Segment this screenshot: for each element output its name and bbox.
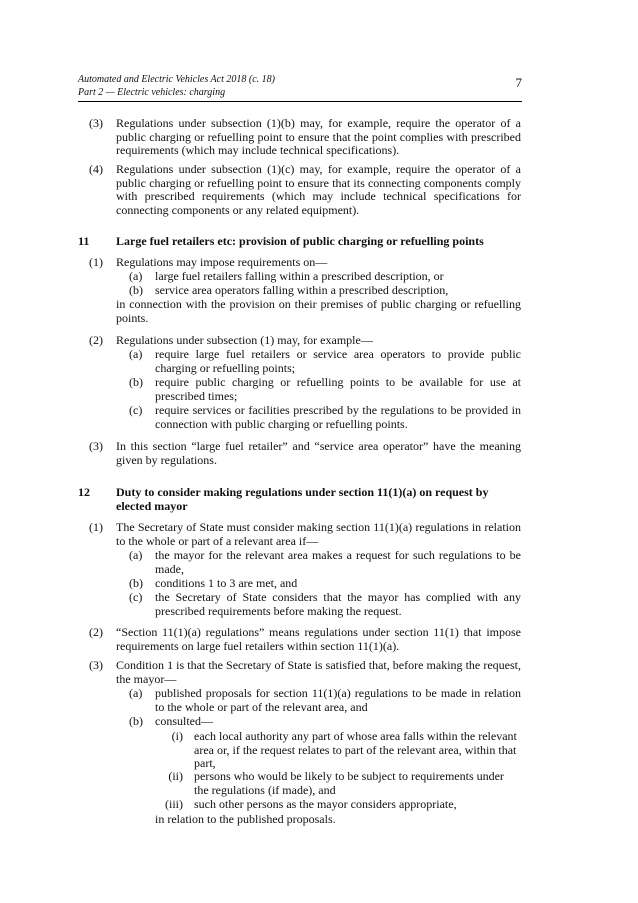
- paragraph-text: the Secretary of State considers that the mayor has complied with any prescribed requirements before making the request.: [155, 590, 521, 618]
- page-header: [78, 73, 522, 102]
- subsection-number: (4): [89, 162, 103, 176]
- subsection-text: Regulations under subsection (1)(b) may, for example, require the operator of a public charging or refuelling point to ensure that the point complies with prescribed requirements (which may include technical specifications).: [116, 116, 521, 158]
- part-title: Part 2 — Electric vehicles: charging: [78, 87, 226, 98]
- section-number: 12: [78, 485, 90, 499]
- paragraph-label: (a): [129, 347, 143, 361]
- subsection-text: The Secretary of State must consider making section 11(1)(a) regulations in relation to the whole or part of a relevant area if—: [116, 520, 521, 548]
- subparagraph-label: (i): [171, 729, 183, 743]
- paragraph-label: (b): [129, 283, 143, 297]
- subsection-number: (2): [89, 333, 103, 347]
- paragraph-label: (a): [129, 686, 143, 700]
- paragraph-text: published proposals for section 11(1)(a) regulations to be made in relation to the whole or part of the relevant area, and: [155, 686, 521, 714]
- paragraph-label: (c): [129, 403, 143, 417]
- paragraph-label: (a): [129, 269, 143, 283]
- subsection-text: Regulations may impose requirements on—: [116, 255, 328, 269]
- subsection-tail: in relation to the published proposals.: [155, 812, 336, 826]
- subparagraph-text: such other persons as the mayor considers appropriate,: [194, 797, 457, 811]
- subsection-number: (2): [89, 625, 103, 639]
- paragraph-text: require large fuel retailers or service area operators to provide public charging or refuelling points;: [155, 347, 521, 375]
- paragraph-label: (c): [129, 590, 143, 604]
- subsection-text: Regulations under subsection (1)(c) may, for example, require the operator of a public charging or refuelling point to ensure that its connecting components comply with prescribed requirements (which may include technical specifications for connecting components or any related equipment).: [116, 162, 521, 217]
- subparagraph-label: (iii): [165, 797, 183, 811]
- section-number: 11: [78, 234, 90, 248]
- subparagraph-text: persons who would be likely to be subject to requirements under the regulations (if made), and: [194, 769, 504, 797]
- subsection-number: (1): [89, 520, 103, 534]
- paragraph-text: service area operators falling within a prescribed description,: [155, 283, 449, 297]
- paragraph-label: (b): [129, 375, 143, 389]
- section-heading: Duty to consider making regulations under section 11(1)(a) on request by elected mayor: [116, 485, 489, 513]
- paragraph-label: (a): [129, 548, 143, 562]
- paragraph-label: (b): [129, 714, 143, 728]
- subsection-tail: in connection with the provision on their premises of public charging or refuelling points.: [116, 297, 521, 325]
- act-title: Automated and Electric Vehicles Act 2018 (c. 18): [78, 74, 275, 85]
- section-heading: Large fuel retailers etc: provision of public charging or refuelling points: [116, 234, 484, 248]
- subsection-text: “Section 11(1)(a) regulations” means regulations under section 11(1) that impose requirements on large fuel retailers within section 11(1)(a).: [116, 625, 521, 653]
- paragraph-label: (b): [129, 576, 143, 590]
- subsection-text: Regulations under subsection (1) may, for example—: [116, 333, 373, 347]
- paragraph-text: require services or facilities prescribed by the regulations to be provided in connection with public charging or refuelling points.: [155, 403, 521, 431]
- subsection-number: (3): [89, 439, 103, 453]
- subparagraph-label: (ii): [168, 769, 183, 783]
- paragraph-text: conditions 1 to 3 are met, and: [155, 576, 298, 590]
- subsection-number: (1): [89, 255, 103, 269]
- page-number: 7: [515, 75, 522, 90]
- subparagraph-text: each local authority any part of whose area falls within the relevant area or, if the request relates to part of the relevant area, within that part,: [194, 729, 517, 771]
- paragraph-text: require public charging or refuelling points to be available for use at prescribed times;: [155, 375, 521, 403]
- subsection-number: (3): [89, 116, 103, 130]
- paragraph-text: large fuel retailers falling within a prescribed description, or: [155, 269, 444, 283]
- subsection-text: In this section “large fuel retailer” and “service area operator” have the meaning given by regulations.: [116, 439, 521, 467]
- subsection-number: (3): [89, 658, 103, 672]
- paragraph-text: consulted—: [155, 714, 213, 728]
- subsection-text: Condition 1 is that the Secretary of State is satisfied that, before making the request, the mayor—: [116, 658, 521, 686]
- paragraph-text: the mayor for the relevant area makes a request for such regulations to be made,: [155, 548, 521, 576]
